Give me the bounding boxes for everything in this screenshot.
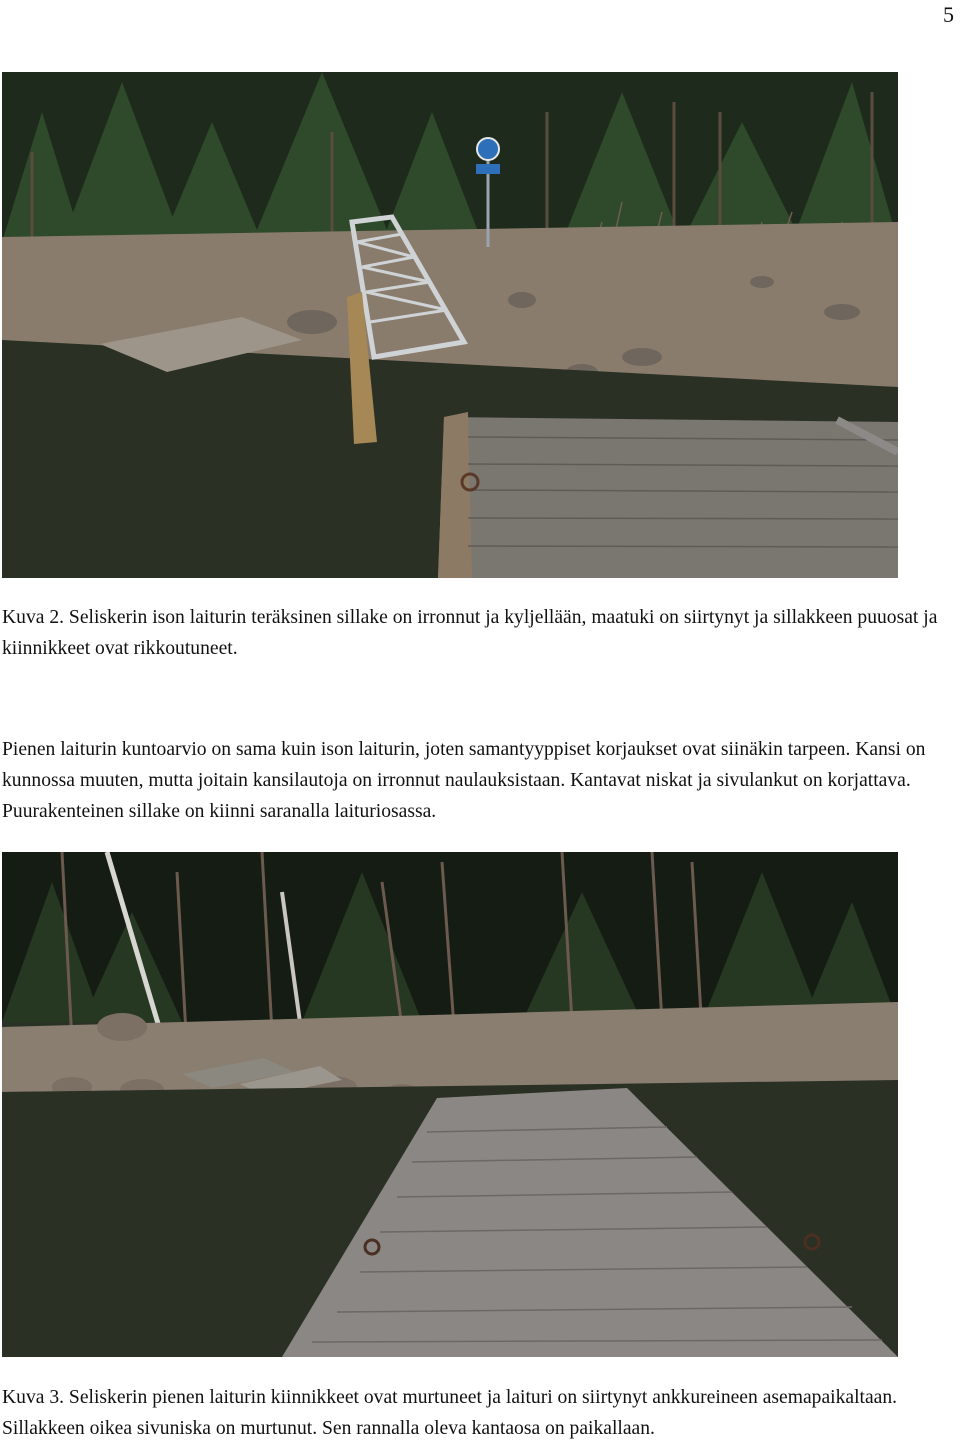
- body-paragraph: Pienen laiturin kuntoarvio on sama kuin ison laiturin, joten samantyyppiset korjaukset ovat siinäkin tarpeen. Kansi on kunnossa muuten, mutta joitain kansilautoja on irronnut naulauksistaan. Kantavat niskat ja sivulankut on korjattava. Puurakenteinen sillake on kiinni saranalla laituriosassa.: [2, 739, 926, 822]
- figure-caption-3: Kuva 3. Seliskerin pienen laiturin kiinnikkeet ovat murtuneet ja laituri on siirtynyt ankkureineen asemapaikaltaan. Sillakkeen oikea sivuniska on murtunut. Sen rannalla oleva kantaosa on paikallaan.: [2, 1387, 898, 1439]
- photo-small-pier: [2, 852, 898, 1357]
- photo-large-pier: [2, 72, 898, 578]
- figure-caption-2: Kuva 2. Seliskerin ison laiturin teräksinen sillake on irronnut ja kyljellään, maatuki on siirtynyt ja sillakkeen puuosat ja kiinnikkeet ovat rikkoutuneet.: [2, 607, 938, 659]
- page-number: 5: [943, 2, 954, 27]
